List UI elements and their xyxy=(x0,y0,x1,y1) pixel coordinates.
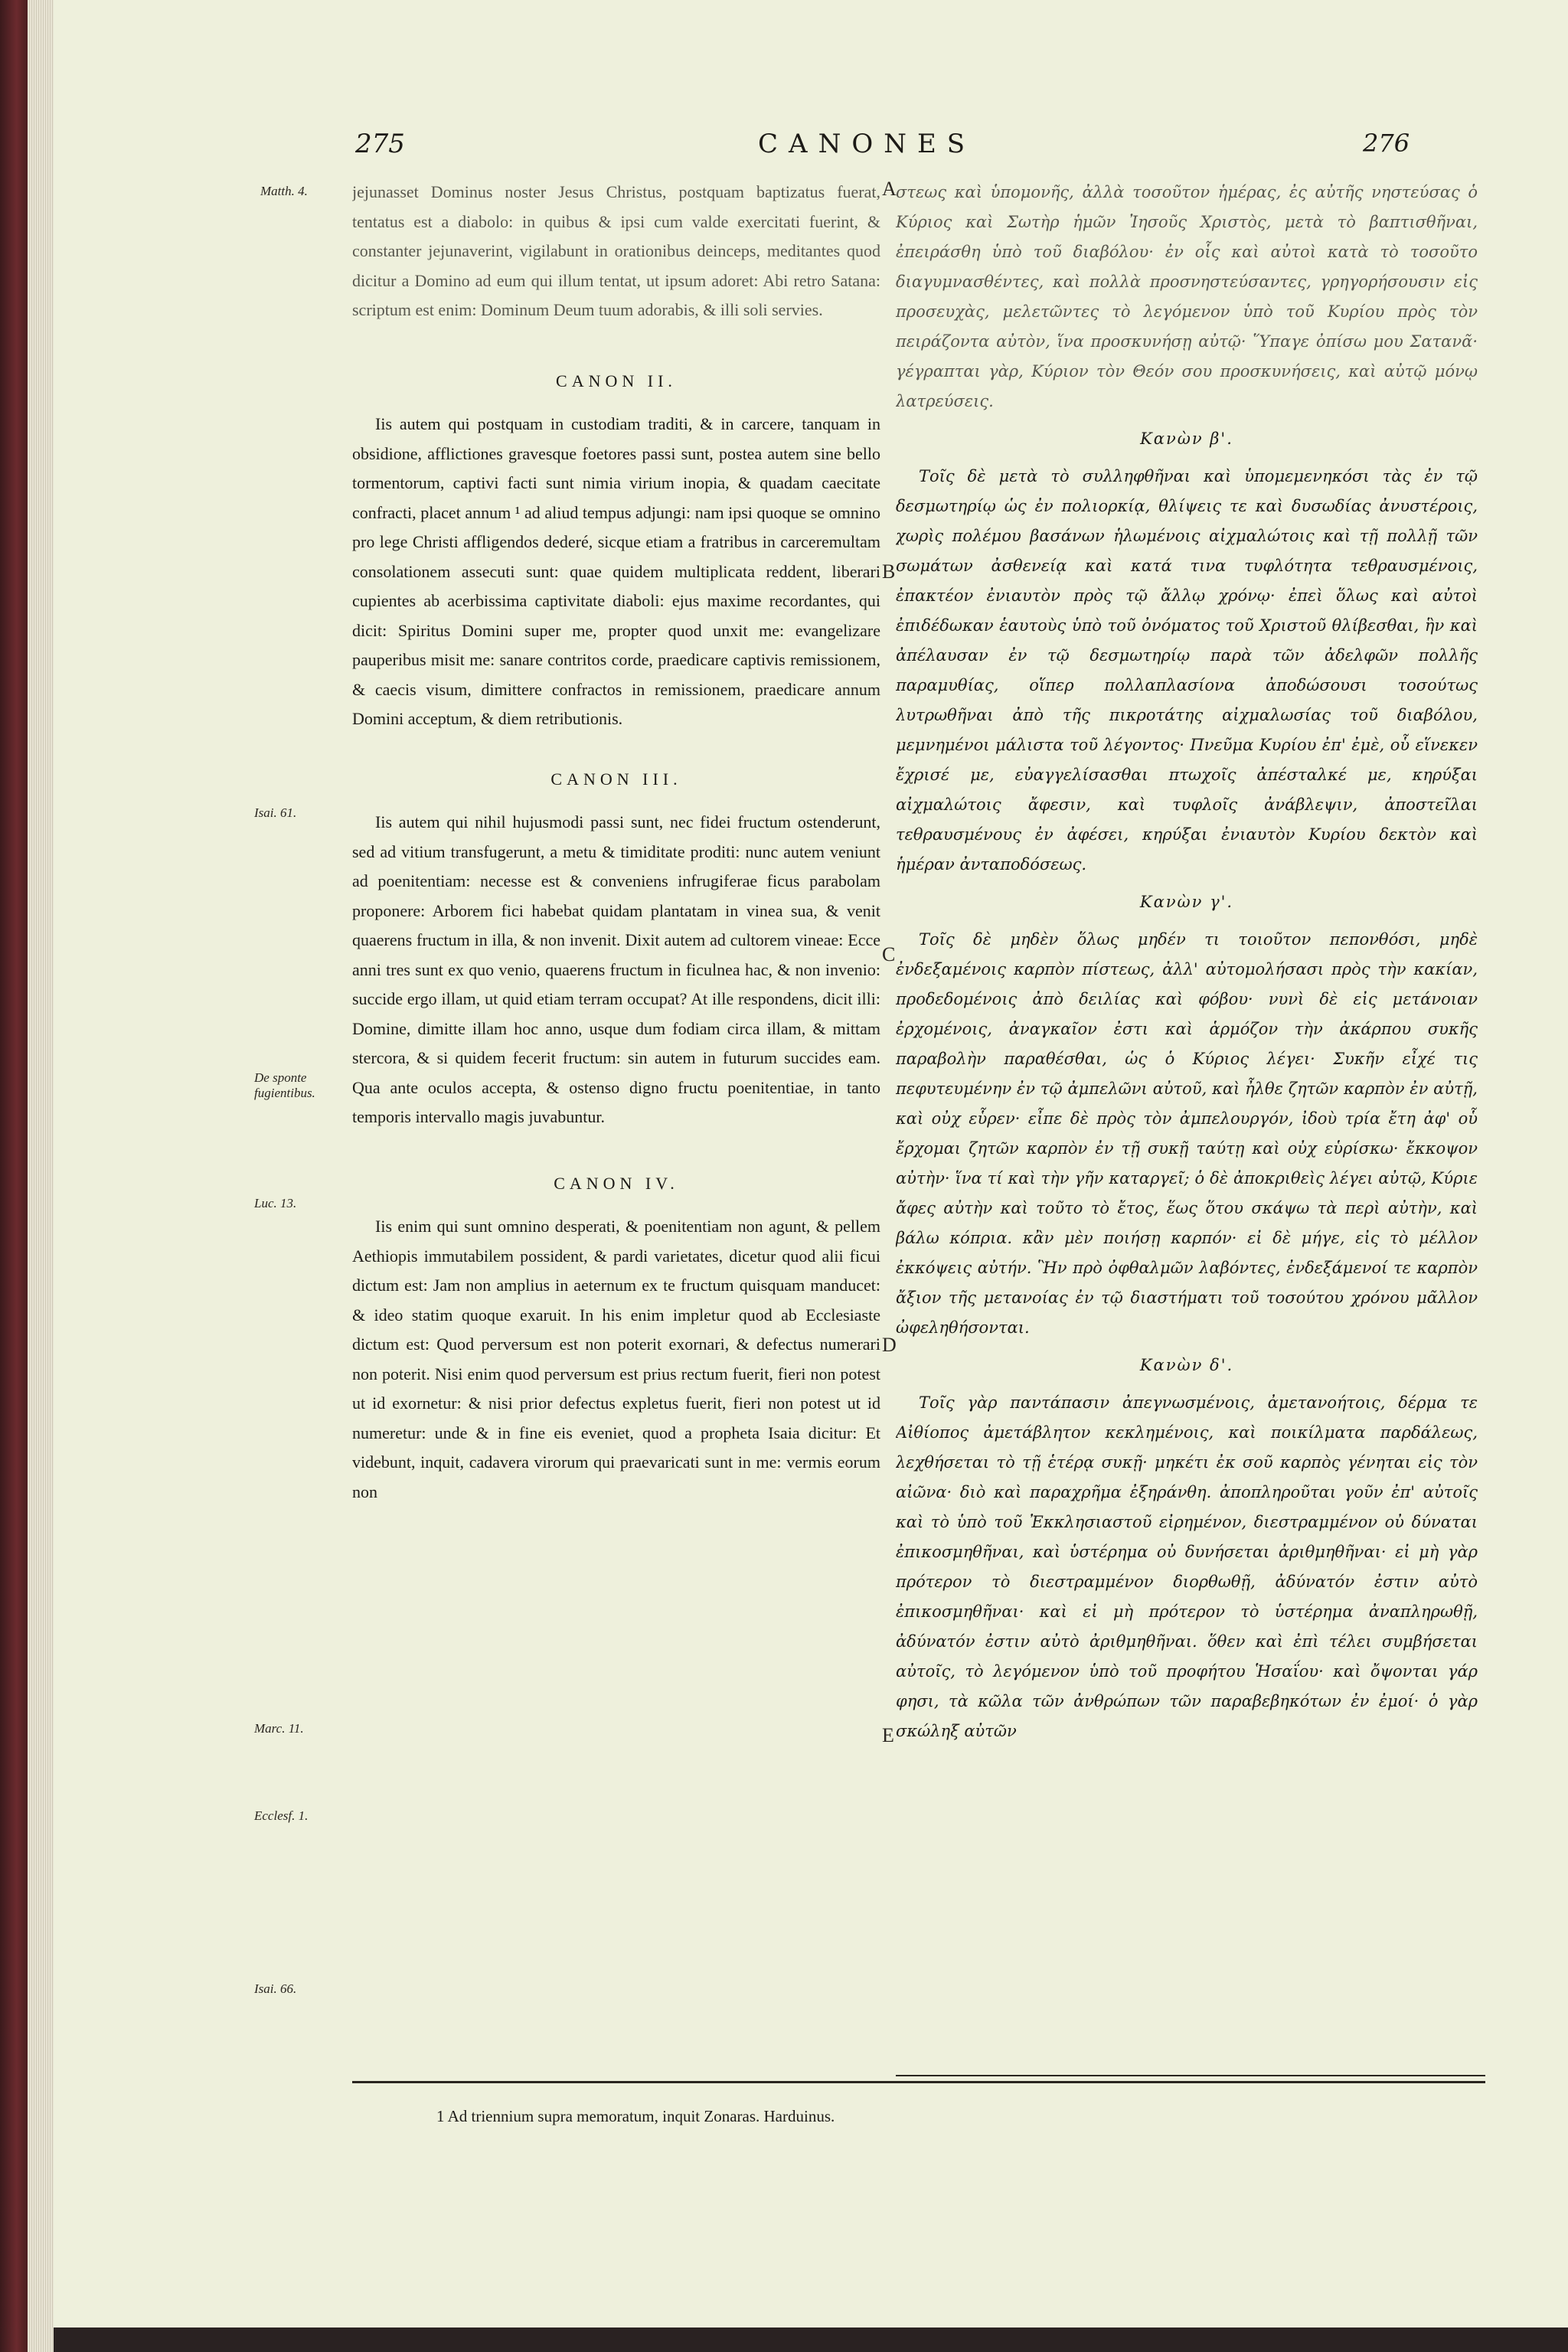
margin-note-de-sponte: De sponte fugientibus. xyxy=(254,1070,315,1100)
latin-canon-4-text: Iis enim qui sunt omnino desperati, & poenitentiam non agunt, & pellem Aethiopis immutabilem possident, & pardi varietates, dicetur quod alii ficui dictum est: Jam non amplius in aeternum ex te fructum quisquam manducet: & ideo statim quoque exaruit. In his enim impletur quod ab Ecclesiaste dictum est: Quod perversum est non poterit exornari, & defectus numerari non poterit. Nisi enim quod perversum est prius rectum fuerit, fieri non potest ut id exornetur: & nisi prior defectus expletus fuerit, fieri non potest ut id numeretur: unde & in fine eis eveniet, quod a propheta Isaia dicitur: Et videbunt, inquit, cadavera virorum qui praevaricati sunt in me: vermis eorum non xyxy=(352,1217,880,1501)
margin-note-marc: Marc. 11. xyxy=(254,1721,304,1736)
margin-note-isai-66: Isai. 66. xyxy=(254,1981,297,1996)
book-binding xyxy=(0,0,28,2352)
greek-canon-4-title: Κανὼν δ'. xyxy=(1139,1356,1234,1374)
latin-canon-2-text: Iis autem qui postquam in custodiam traditi, & in carcere, tanquam in obsidione, afflictiones gravesque foetores passi sunt, postea autem sine bello tormentorum, captivi facti sunt nimia virium inopia, & quadam caecitate confracti, placet annum ¹ ad aliud tempus adjungi: nam ipsi quoque se omnino pro lege Christi affligendos dederé, sicque etiam a fratribus in carceremultam consolationem assecuti sunt: quae quidem multiplicata reddent, liberari cupientes ab acerbissima captivitate diaboli: ejus maxime recordantes, qui dicit: Spiritus Domini super me, propter quod unxit me: evangelizare pauperibus misit me: sanare contritos corde, praedicare captivis remissionem, & caecis visum, dimittere confractos in remissionem, praedicare annum Domini acceptum, & diem retributionis. xyxy=(352,414,880,728)
section-letter-a: A xyxy=(882,178,897,200)
section-letter-e: E xyxy=(882,1724,894,1746)
latin-canon-3-text: Iis autem qui nihil hujusmodi passi sunt, nec fidei fructum ostenderunt, sed ad vitium transfugerunt, a metu & timiditate proditi: nunc autem veniunt ad poenitentiam: necesse est & conveniens infrugiferae ficus parabolam proponere: Arborem fici habebat quidam plantatam in vinea sua, & venit quaerens fructum in illa, & non invenit. Dixit autem ad cultorem vineae: Ecce anni tres sunt ex quo venio, quaerens fructum in ficulnea hac, & non invenio: succide ergo illam, ut quid etiam terram occupat? At ille respondens, dicit illi: Domine, dimitte illam hoc anno, usque dum fodiam circa illam, & mittam stercora, & si quidem fecerit fructum: sin autem in futurum succides eam. Qua ante oculos accepta, & ostenso digno fructu poenitentiae, in tanto temporis intervallo magis juvabuntur. xyxy=(352,812,880,1126)
page-number-right: 276 xyxy=(1363,129,1410,158)
section-letter-c: C xyxy=(882,943,896,965)
greek-canon-4-text: Τοῖς γὰρ παντάπασιν ἀπεγνωσμένοις, ἀμετανοήτοις, δέρμα τε Αἰθίοπος ἀμετάβλητον κεκλημένοις, καὶ ποικίλματα παρδάλεως, λεχθήσεται τὸ τῇ ἑτέρᾳ συκῇ· μηκέτι ἐκ σοῦ καρπὸς γένηται εἰς τὸν αἰῶνα· διὸ καὶ παραχρῆμα ἐξηράνθη. ἀποπληροῦται γοῦν ἐπ' αὐτοῖς καὶ τὸ ὑπὸ τοῦ Ἐκκλησιαστοῦ εἰρημένον, διεστραμμένον οὐ δύναται ἐπικοσμηθῆναι, καὶ ὑστέρημα οὐ δυνήσεται ἀριθμηθῆναι· εἰ μὴ γὰρ πρότερον τὸ διεστραμμένον διορθωθῇ, ἀδύνατόν ἐστιν αὐτὸ ἐπικοσμηθῆναι· καὶ εἰ μὴ πρότερον τὸ ὑστέρημα ἀναπληρωθῇ, ἀδύνατόν ἐστιν αὐτὸ ἀριθμηθῆναι. ὅθεν καὶ ἐπὶ τέλει συμβήσεται αὐτοῖς, τὸ λεγόμενον ὑπὸ τοῦ προφήτου Ἡσαΐου· καὶ ὄψονται γάρ φησι, τὰ κῶλα τῶν ἀνθρώπων τῶν παραβεβηκότων ἐν ἐμοί· ὁ γὰρ σκώληξ αὐτῶν xyxy=(896,1393,1478,1740)
column-end-rule xyxy=(896,2075,1485,2076)
latin-canon-4-title: CANON IV. xyxy=(554,1173,679,1193)
bottom-shadow xyxy=(54,2328,1568,2352)
greek-canon-2-title: Κανὼν β'. xyxy=(1140,430,1233,448)
latin-column xyxy=(352,178,880,2061)
book-page xyxy=(54,0,1568,2328)
margin-note-isai-61: Isai. 61. xyxy=(254,805,297,820)
margin-note-matth: Matth. 4. xyxy=(260,184,308,198)
page-number-left: 275 xyxy=(355,129,405,159)
latin-canon-3-title: CANON III. xyxy=(550,769,682,789)
margin-note-luc: Luc. 13. xyxy=(254,1196,297,1210)
page-edges xyxy=(28,0,54,2352)
footnote: 1 Ad triennium supra memoratum, inquit Zonaras. Harduinus. xyxy=(436,2107,835,2125)
greek-canon-1-tail: στεως καὶ ὑπομονῆς, ἀλλὰ τοσοῦτον ἡμέρας, ἐς αὐτῆς νηστεύσας ὁ Κύριος καὶ Σωτὴρ ἡμῶν Ἰησοῦς Χριστὸς, μετὰ τὸ βαπτισθῆναι, ἐπειράσθη ὑπὸ τοῦ διαβόλου· ἐν οἷς καὶ αὐτοὶ κατὰ τὸ τοσοῦτο διαγυμνασθέντες, καὶ πολλὰ προσνηστεύσαντες, γρηγορήσουσιν εἰς προσευχὰς, μελετῶντες τὸ λεγόμενον ὑπὸ τοῦ Κυρίου πρὸς τὸν πειράζοντα αὐτὸν, ἵνα προσκυνήσῃ αὐτῷ· Ὕπαγε ὀπίσω μου Σατανᾶ· γέγραπται γὰρ, Κύριον τὸν Θεόν σου προσκυνήσεις, καὶ αὐτῷ μόνῳ λατρεύσεις. xyxy=(896,183,1478,410)
running-title: CANONES xyxy=(758,129,976,159)
margin-note-eccles: Ecclesf. 1. xyxy=(254,1808,309,1823)
latin-canon-1-tail: jejunasset Dominus noster Jesus Christus, postquam baptizatus fuerat, tentatus est a diabolo: in quibus & ipsi cum valde exercitati fuerint, & constanter jejunaverint, vigilabunt in orationibus deinceps, meditantes quod dicitur a Domino ad eum qui illum tentat, ut ipsum adoret: Abi retro Satana: scriptum est enim: Dominum Deum tuum adorabis, & illi soli servies. xyxy=(352,182,880,319)
greek-canon-3-title: Κανὼν γ'. xyxy=(1139,893,1234,911)
greek-column xyxy=(896,178,1478,2073)
latin-canon-2-title: CANON II. xyxy=(556,371,677,390)
footnote-rule xyxy=(352,2081,1485,2083)
greek-canon-2-text: Τοῖς δὲ μετὰ τὸ συλληφθῆναι καὶ ὑπομεμενηκόσι τὰς ἐν τῷ δεσμωτηρίῳ ὡς ἐν πολιορκίᾳ, θλίψεις τε καὶ δυσωδίας ἀνυστέροις, χωρὶς πολέμου βασάνων ἡλωμένοις αἰχμαλώτοις καὶ τῇ πολλῇ τῶν σωμάτων ἀσθενείᾳ καὶ κατά τινα τυφλότητα τεθραυσμένοις, ἐπακτέον ἐνιαυτὸν πρὸς τῷ ἄλλῳ χρόνῳ· ἐπεὶ ὅλως καὶ αὐτοὶ ἐπιδέδωκαν ἑαυτοὺς ὑπὸ τοῦ ὀνόματος τοῦ Χριστοῦ θλίβεσθαι, ἣν καὶ ἀπέλαυσαν ἐν τῷ δεσμωτηρίῳ παρὰ τῶν ἀδελφῶν πολλῆς παραμυθίας, οἵπερ πολλαπλασίονα ἀποδώσουσι τοσούτως λυτρωθῆναι ἀπὸ τῆς πικροτάτης αἰχμαλωσίας τοῦ διαβόλου, μεμνημένοι μάλιστα τοῦ λέγοντος· Πνεῦμα Κυρίου ἐπ' ἐμὲ, οὗ εἵνεκεν ἔχρισέ με, εὐαγγελίσασθαι πτωχοῖς ἀπέσταλκέ με, κηρύξαι αἰχμαλώτοις ἄφεσιν, καὶ τυφλοῖς ἀνάβλεψιν, ἀποστεῖλαι τεθραυσμένους ἐν ἀφέσει, κηρύξαι ἐνιαυτὸν Κυρίου δεκτὸν καὶ ἡμέραν ἀνταποδόσεως. xyxy=(896,467,1478,874)
section-letter-d: D xyxy=(882,1334,897,1356)
section-letter-b: B xyxy=(882,560,896,583)
greek-canon-3-text: Τοῖς δὲ μηδὲν ὅλως μηδέν τι τοιοῦτον πεπονθόσι, μηδὲ ἐνδεξαμένοις καρπὸν πίστεως, ἀλλ' αὐτομολήσασι πρὸς τὴν κακίαν, προδεδομένοις ἀπὸ δειλίας καὶ φόβου· νυνὶ δὲ εἰς μετάνοιαν ἐρχομένοις, ἀναγκαῖον ἐστι καὶ ἁρμόζον τὴν ἀκάρπου συκῆς παραβολὴν παραθέσθαι, ὡς ὁ Κύριος λέγει· Συκῆν εἶχέ τις πεφυτευμένην ἐν τῷ ἀμπελῶνι αὐτοῦ, καὶ ἦλθε ζητῶν καρπὸν ἐν αὐτῇ, καὶ οὐχ εὗρεν· εἶπε δὲ πρὸς τὸν ἀμπελουργόν, ἰδοὺ τρία ἔτη ἀφ' οὗ ἔρχομαι ζητῶν καρπὸν ἐν τῇ συκῇ ταύτῃ καὶ οὐχ εὑρίσκω· ἔκκοψον αὐτὴν· ἵνα τί καὶ τὴν γῆν καταργεῖ; ὁ δὲ ἀποκριθεὶς λέγει αὐτῷ, Κύριε ἄφες αὐτὴν καὶ τοῦτο τὸ ἔτος, ἕως ὅτου σκάψω τὰ περὶ αὐτὴν, καὶ βάλω κόπρια. κἂν μὲν ποιήσῃ καρπόν· εἰ δὲ μήγε, εἰς τὸ μέλλον ἐκκόψεις αὐτήν. Ἣν πρὸ ὀφθαλμῶν λαβόντες, ἐνδεξάμενοί τε καρπὸν ἄξιον τῆς μετανοίας ἐν τῷ διαστήματι τοῦ τοσούτου χρόνου μᾶλλον ὠφεληθήσονται. xyxy=(896,930,1478,1337)
